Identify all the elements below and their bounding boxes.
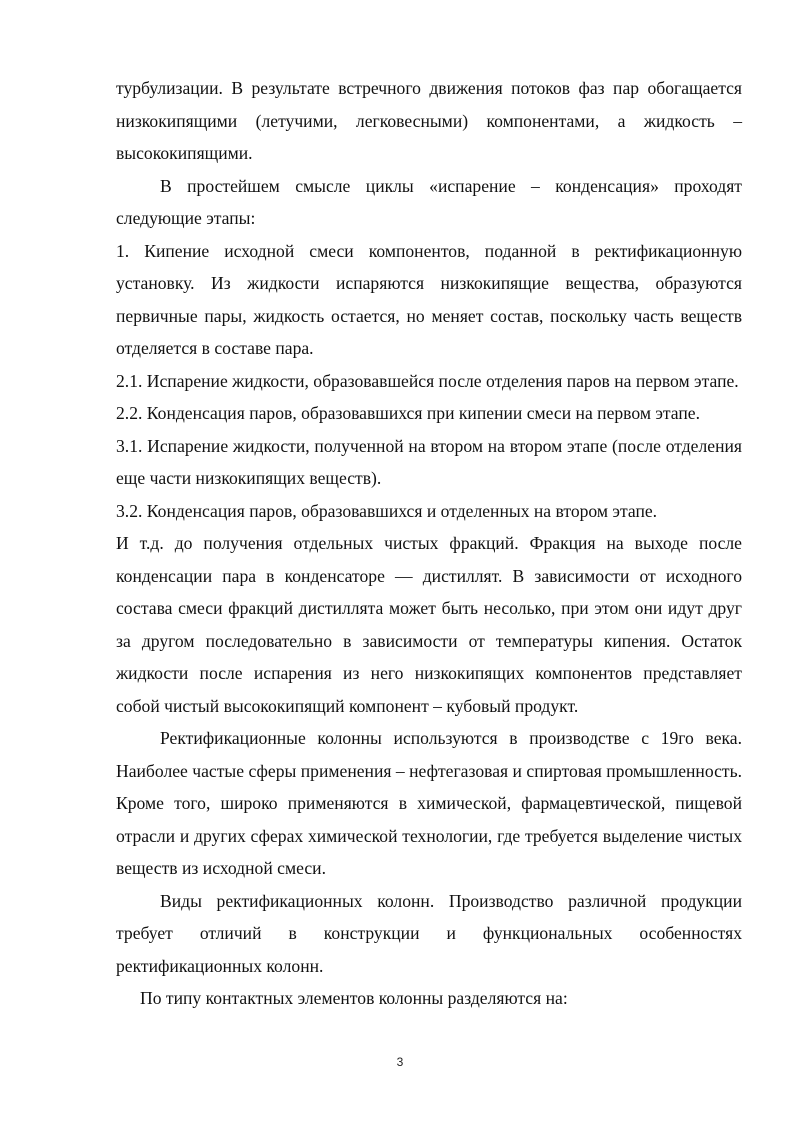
paragraph-turbulization: турбулизации. В результате встречного движения потоков фаз пар обогащается низкокипящими (летучими, легковесными) компонентами, а жидкость – высококипящими. — [116, 78, 742, 163]
paragraph-cycles-intro: В простейшем смысле циклы «испарение – конденсация» проходят следующие этапы: — [116, 175, 742, 228]
paragraph-step-3-2: 3.2. Конденсация паров, образовавшихся и отделенных на втором этапе. — [116, 500, 658, 521]
paragraph-column-types: Виды ректификационных колонн. Производство различной продукции требует отличий в конструкции и функциональных особенностях ректификационных колонн. — [116, 890, 742, 976]
page-body — [116, 72, 742, 1015]
paragraph-step-2-2: 2.2. Конденсация паров, образовавшихся при кипении смеси на первом этапе. — [116, 403, 701, 423]
paragraph-step-2-1: 2.1. Испарение жидкости, образовавшейся после отделения паров на первом этапе. — [116, 370, 739, 391]
paragraph-step-1: 1. Кипение исходной смеси компонентов, поданной в ректификационную установку. Из жидкости испаряются низкокипящие вещества, образуются первичные пары, жидкость остается, но меняет состав, поскольку часть веществ отделяется в составе пара. — [116, 240, 742, 358]
paragraph-distillate: И т.д. до получения отдельных чистых фракций. Фракция на выходе после конденсации пара в конденсаторе — дистиллят. В зависимости от исходного состава смеси фракций дистиллята может быть несолько, при этом они идут друг за другом последовательно в зависимости от температуры кипения. Остаток жидкости после испарения из него низкокипящих компонентов представляет собой чистый высококипящий компонент – кубовый продукт. — [116, 533, 742, 716]
paragraph-contact-elements: По типу контактных элементов колонны разделяются на: — [140, 988, 568, 1008]
paragraph-step-3-1: 3.1. Испарение жидкости, полученной на втором на втором этапе (после отделения еще части низкокипящих веществ). — [116, 435, 742, 488]
paragraph-usage: Ректификационные колонны используются в производстве с 19го века. Наиболее частые сферы применения – нефтегазовая и спиртовая промышленность. Кроме того, широко применяются в химической, фармацевтической, пищевой отрасли и других сферах химической технологии, где требуется выделение чистых веществ из исходной смеси. — [116, 728, 742, 878]
page-number: 3 — [396, 1055, 404, 1069]
